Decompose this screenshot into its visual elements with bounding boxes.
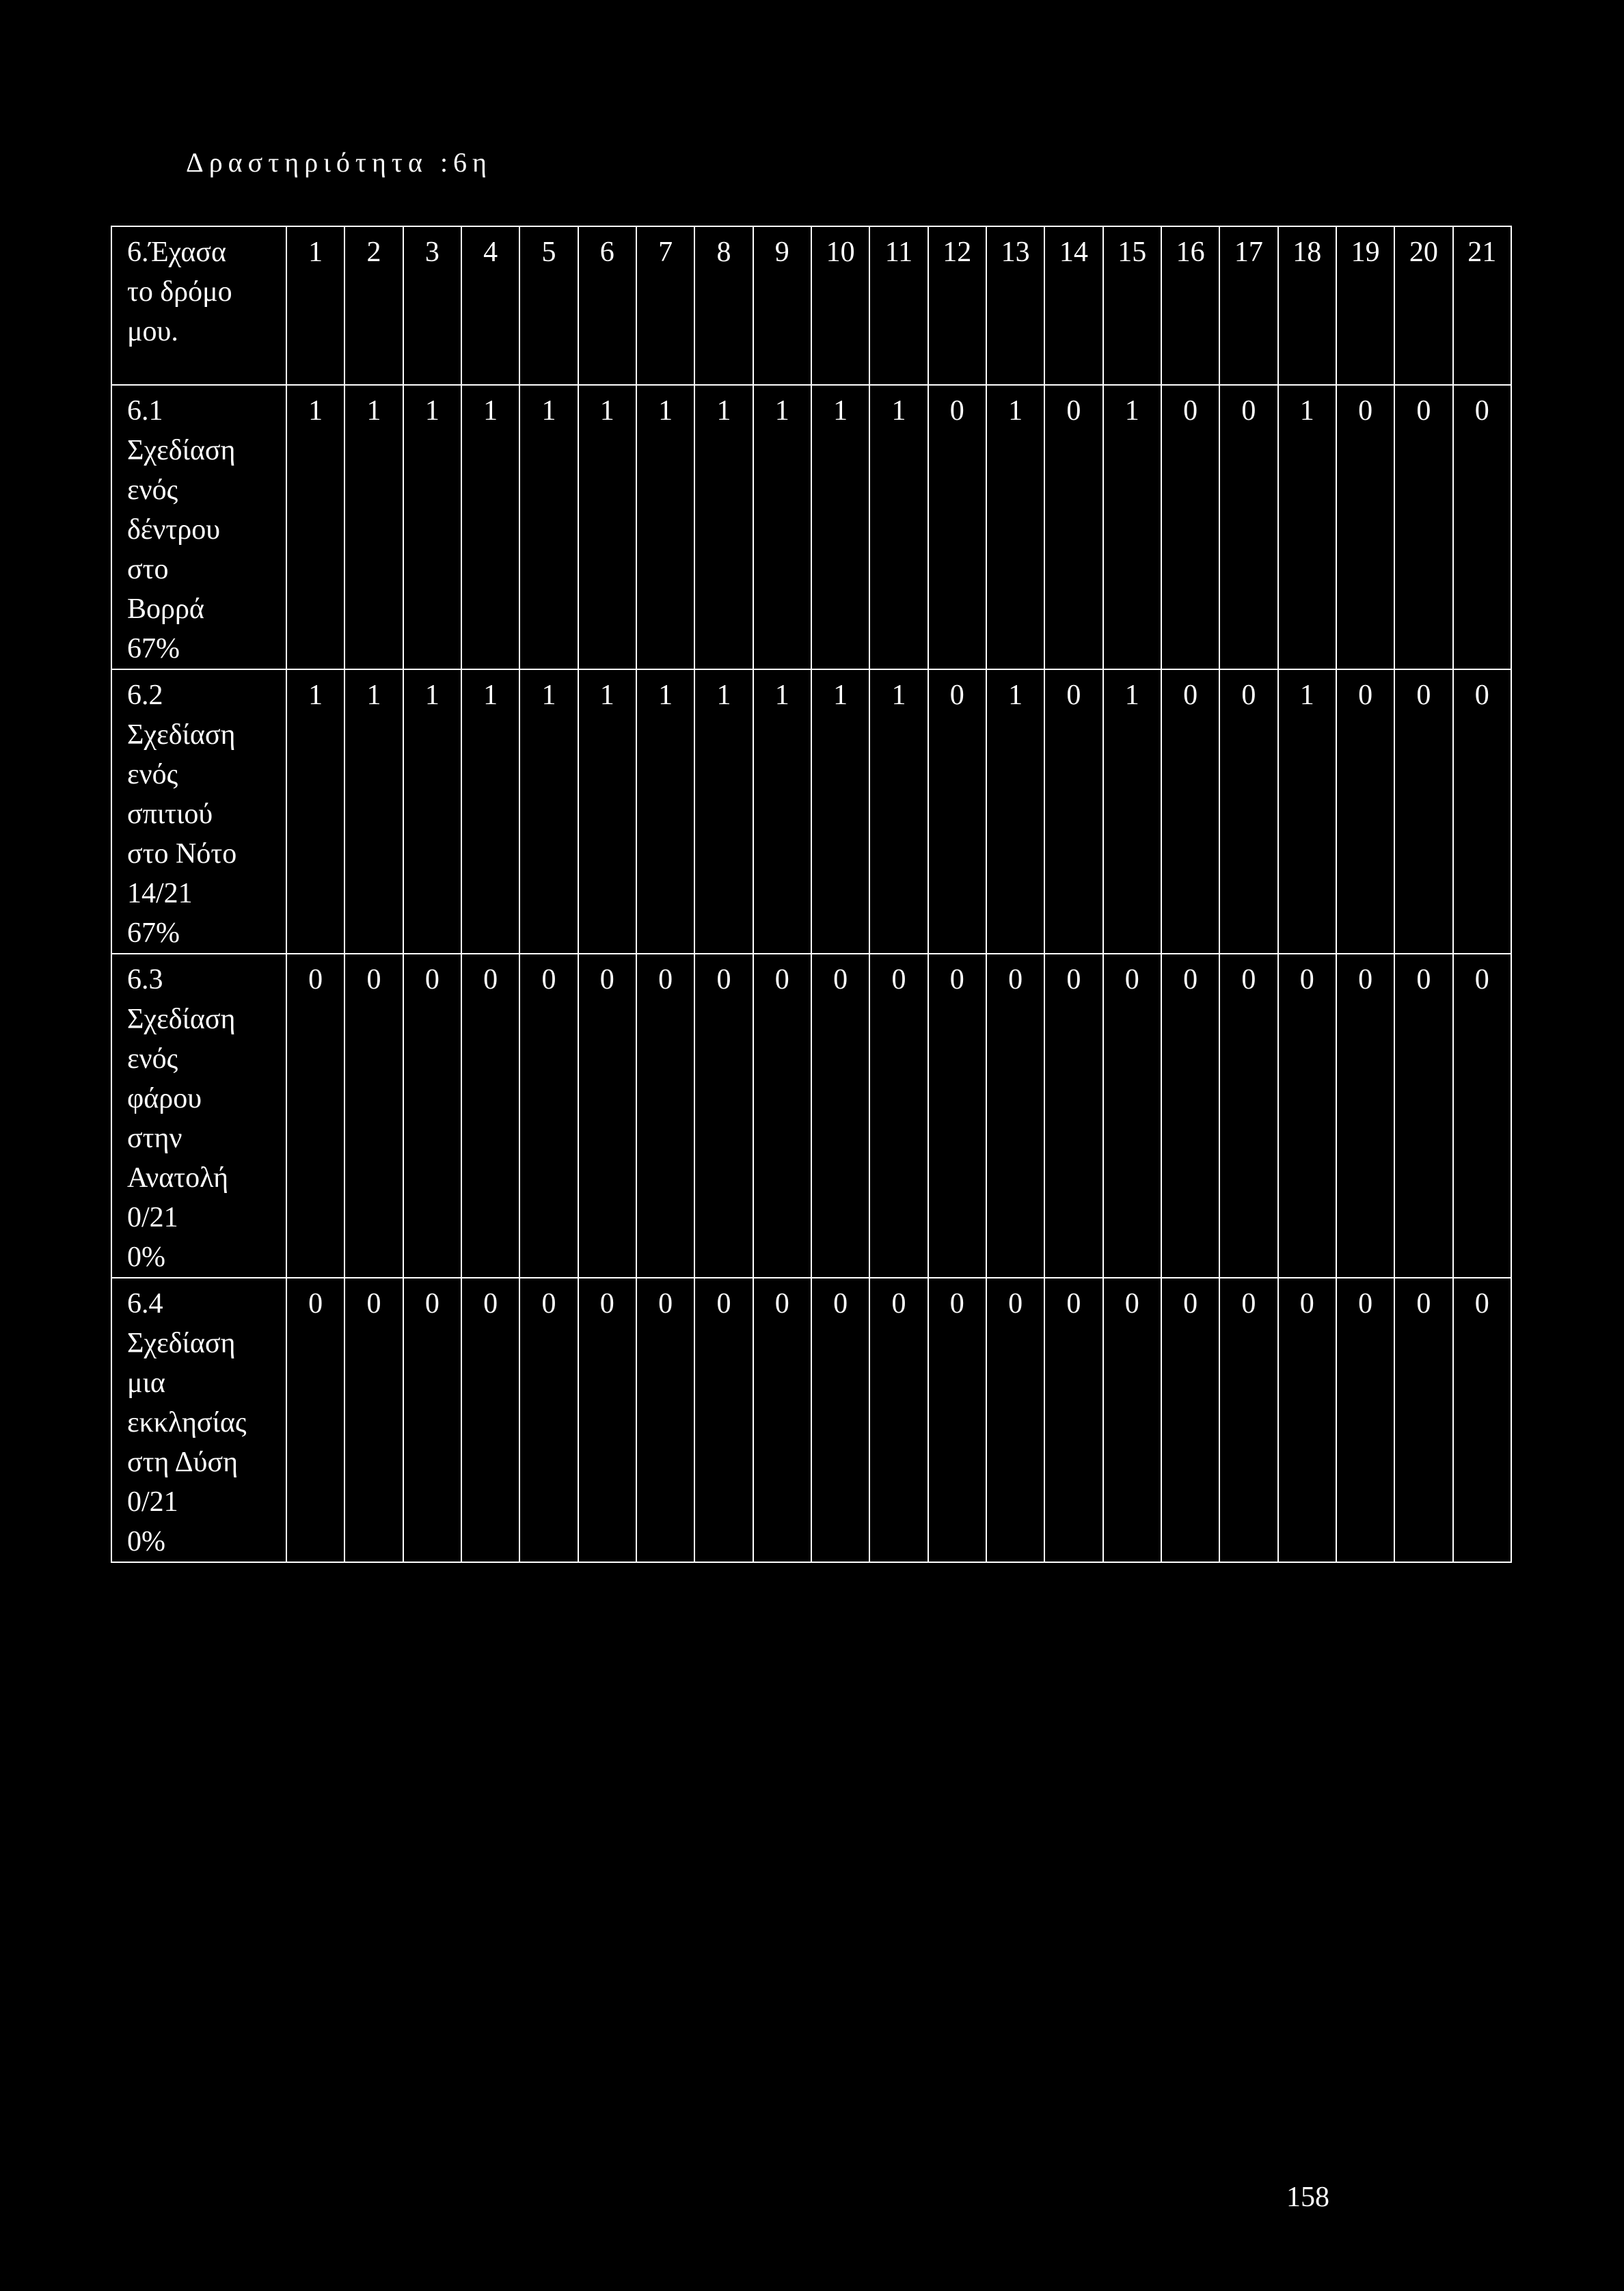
value-cell: 1 xyxy=(578,385,636,669)
value-cell: 1 xyxy=(869,385,928,669)
value-cell: 0 xyxy=(753,1278,811,1562)
value-cell: 0 xyxy=(1394,1278,1452,1562)
value-cell: 1 xyxy=(519,385,578,669)
value-cell: 1 xyxy=(694,385,753,669)
value-cell: 0 xyxy=(1044,385,1102,669)
value-cell: 0 xyxy=(1336,954,1394,1278)
value-cell: 0 xyxy=(811,1278,869,1562)
column-header-cell: 16 xyxy=(1161,226,1219,385)
page-number: 158 xyxy=(1286,2182,1329,2213)
value-cell: 1 xyxy=(344,669,403,954)
value-cell: 0 xyxy=(1336,385,1394,669)
value-cell: 0 xyxy=(1278,954,1336,1278)
value-cell: 0 xyxy=(753,954,811,1278)
value-cell: 1 xyxy=(869,669,928,954)
column-header-cell: 4 xyxy=(461,226,519,385)
value-cell: 0 xyxy=(344,1278,403,1562)
value-cell: 1 xyxy=(1278,669,1336,954)
value-cell: 0 xyxy=(1219,1278,1277,1562)
value-cell: 1 xyxy=(1278,385,1336,669)
value-cell: 0 xyxy=(578,954,636,1278)
value-cell: 0 xyxy=(694,954,753,1278)
value-cell: 0 xyxy=(1103,954,1161,1278)
column-header-cell: 3 xyxy=(403,226,461,385)
value-cell: 0 xyxy=(1161,669,1219,954)
value-cell: 1 xyxy=(753,669,811,954)
column-header-cell: 10 xyxy=(811,226,869,385)
row-label-cell: 6.4 Σχεδίαση μια εκκλησίας στη Δύση 0/21 0% xyxy=(111,1278,286,1562)
value-cell: 0 xyxy=(1336,1278,1394,1562)
value-cell: 0 xyxy=(1453,954,1511,1278)
table-row xyxy=(111,669,1511,954)
header-label-cell: 6.Έχασα το δρόμο μου. xyxy=(111,226,286,385)
value-cell: 0 xyxy=(869,1278,928,1562)
value-cell: 0 xyxy=(286,954,344,1278)
value-cell: 1 xyxy=(519,669,578,954)
column-header-cell: 13 xyxy=(986,226,1044,385)
value-cell: 0 xyxy=(578,1278,636,1562)
value-cell: 0 xyxy=(1044,1278,1102,1562)
value-cell: 0 xyxy=(986,954,1044,1278)
value-cell: 0 xyxy=(1394,669,1452,954)
value-cell: 0 xyxy=(1219,954,1277,1278)
value-cell: 0 xyxy=(928,385,986,669)
value-cell: 0 xyxy=(1219,669,1277,954)
value-cell: 1 xyxy=(811,669,869,954)
row-label-cell: 6.3 Σχεδίαση ενός φάρου στην Ανατολή 0/21 0% xyxy=(111,954,286,1278)
value-cell: 0 xyxy=(1336,669,1394,954)
value-cell: 0 xyxy=(928,954,986,1278)
column-header-cell: 7 xyxy=(636,226,694,385)
value-cell: 0 xyxy=(519,954,578,1278)
column-header-cell: 11 xyxy=(869,226,928,385)
value-cell: 0 xyxy=(286,1278,344,1562)
value-cell: 1 xyxy=(461,669,519,954)
column-header-cell: 15 xyxy=(1103,226,1161,385)
value-cell: 1 xyxy=(811,385,869,669)
value-cell: 0 xyxy=(403,954,461,1278)
value-cell: 1 xyxy=(1103,669,1161,954)
value-cell: 0 xyxy=(1394,385,1452,669)
value-cell: 0 xyxy=(519,1278,578,1562)
column-header-cell: 1 xyxy=(286,226,344,385)
value-cell: 0 xyxy=(1044,954,1102,1278)
value-cell: 0 xyxy=(636,1278,694,1562)
column-header-cell: 17 xyxy=(1219,226,1277,385)
value-cell: 0 xyxy=(1453,385,1511,669)
value-cell: 1 xyxy=(1103,385,1161,669)
value-cell: 0 xyxy=(811,954,869,1278)
row-label-cell: 6.1 Σχεδίαση ενός δέντρου στο Βορρά 67% xyxy=(111,385,286,669)
value-cell: 1 xyxy=(344,385,403,669)
column-header-cell: 12 xyxy=(928,226,986,385)
column-header-cell: 5 xyxy=(519,226,578,385)
value-cell: 0 xyxy=(1453,1278,1511,1562)
table-row xyxy=(111,385,1511,669)
results-table xyxy=(111,226,1512,1563)
value-cell: 1 xyxy=(578,669,636,954)
table-row xyxy=(111,1278,1511,1562)
row-label-cell: 6.2 Σχεδίαση ενός σπιτιού στο Νότο 14/21 67% xyxy=(111,669,286,954)
value-cell: 0 xyxy=(1161,385,1219,669)
column-header-cell: 2 xyxy=(344,226,403,385)
value-cell: 0 xyxy=(1278,1278,1336,1562)
value-cell: 0 xyxy=(403,1278,461,1562)
value-cell: 0 xyxy=(461,1278,519,1562)
column-header-cell: 9 xyxy=(753,226,811,385)
value-cell: 0 xyxy=(869,954,928,1278)
value-cell: 0 xyxy=(636,954,694,1278)
value-cell: 1 xyxy=(403,385,461,669)
column-header-cell: 14 xyxy=(1044,226,1102,385)
column-header-cell: 19 xyxy=(1336,226,1394,385)
value-cell: 1 xyxy=(286,385,344,669)
value-cell: 0 xyxy=(1161,954,1219,1278)
value-cell: 0 xyxy=(928,1278,986,1562)
value-cell: 0 xyxy=(1161,1278,1219,1562)
column-header-cell: 6 xyxy=(578,226,636,385)
value-cell: 1 xyxy=(636,669,694,954)
column-header-cell: 21 xyxy=(1453,226,1511,385)
value-cell: 0 xyxy=(1044,669,1102,954)
value-cell: 0 xyxy=(986,1278,1044,1562)
value-cell: 1 xyxy=(636,385,694,669)
column-header-cell: 18 xyxy=(1278,226,1336,385)
value-cell: 0 xyxy=(928,669,986,954)
page-heading: Δραστηριότητα :6η xyxy=(186,147,492,178)
value-cell: 1 xyxy=(694,669,753,954)
value-cell: 1 xyxy=(286,669,344,954)
value-cell: 0 xyxy=(344,954,403,1278)
value-cell: 1 xyxy=(986,669,1044,954)
value-cell: 0 xyxy=(461,954,519,1278)
value-cell: 1 xyxy=(461,385,519,669)
value-cell: 0 xyxy=(1219,385,1277,669)
value-cell: 0 xyxy=(694,1278,753,1562)
column-header-cell: 20 xyxy=(1394,226,1452,385)
header-row xyxy=(111,226,1511,385)
table-row xyxy=(111,954,1511,1278)
value-cell: 0 xyxy=(1453,669,1511,954)
value-cell: 1 xyxy=(986,385,1044,669)
value-cell: 1 xyxy=(753,385,811,669)
value-cell: 0 xyxy=(1394,954,1452,1278)
value-cell: 1 xyxy=(403,669,461,954)
value-cell: 0 xyxy=(1103,1278,1161,1562)
column-header-cell: 8 xyxy=(694,226,753,385)
